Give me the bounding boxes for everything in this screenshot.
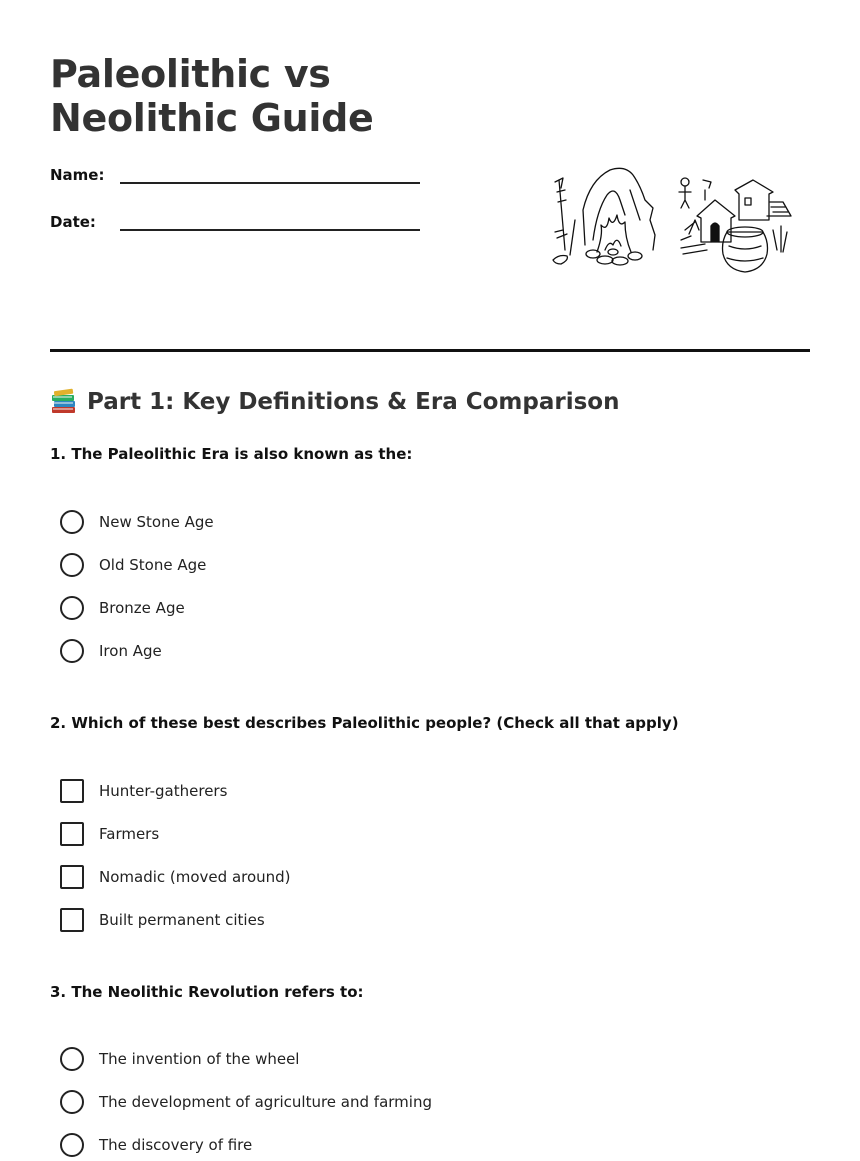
books-icon <box>50 388 78 416</box>
q1-option-1[interactable] <box>60 509 214 535</box>
radio-button[interactable] <box>60 596 84 620</box>
question-1: 1. The Paleolithic Era is also known as the: <box>50 445 413 463</box>
checkbox[interactable] <box>60 865 84 889</box>
option-label: New Stone Age <box>99 513 214 531</box>
q3-option-3[interactable] <box>60 1132 252 1158</box>
radio-button[interactable] <box>60 639 84 663</box>
option-label: Built permanent cities <box>99 911 265 929</box>
radio-button[interactable] <box>60 1090 84 1114</box>
radio-button[interactable] <box>60 553 84 577</box>
option-label: Hunter-gatherers <box>99 782 228 800</box>
q2-option-2[interactable] <box>60 821 159 847</box>
option-label: Nomadic (moved around) <box>99 868 291 886</box>
q1-option-4[interactable] <box>60 638 162 664</box>
checkbox[interactable] <box>60 779 84 803</box>
checkbox[interactable] <box>60 908 84 932</box>
stone-age-illustration <box>545 160 800 278</box>
option-label: The development of agriculture and farming <box>99 1093 432 1111</box>
radio-button[interactable] <box>60 510 84 534</box>
question-3: 3. The Neolithic Revolution refers to: <box>50 983 364 1001</box>
q2-option-4[interactable] <box>60 907 265 933</box>
page-title: Paleolithic vs Neolithic Guide <box>50 52 374 140</box>
radio-button[interactable] <box>60 1047 84 1071</box>
radio-button[interactable] <box>60 1133 84 1157</box>
option-label: Old Stone Age <box>99 556 207 574</box>
date-input-line[interactable] <box>120 213 420 231</box>
question-2: 2. Which of these best describes Paleolithic people? (Check all that apply) <box>50 714 679 732</box>
option-label: Bronze Age <box>99 599 185 617</box>
section-heading <box>50 388 619 416</box>
name-field[interactable] <box>50 166 420 184</box>
checkbox[interactable] <box>60 822 84 846</box>
date-field[interactable] <box>50 213 420 231</box>
date-label: Date: <box>50 213 96 231</box>
neolithic-village-drawing <box>679 178 791 272</box>
paleolithic-cave-fire-drawing <box>553 168 655 265</box>
option-label: The invention of the wheel <box>99 1050 300 1068</box>
q2-option-1[interactable] <box>60 778 227 804</box>
name-label: Name: <box>50 166 105 184</box>
q2-option-3[interactable] <box>60 864 291 890</box>
option-label: The discovery of fire <box>99 1136 253 1154</box>
option-label: Iron Age <box>99 642 162 660</box>
q3-option-1[interactable] <box>60 1046 299 1072</box>
q3-option-2[interactable] <box>60 1089 432 1115</box>
q1-option-2[interactable] <box>60 552 206 578</box>
name-input-line[interactable] <box>120 166 420 184</box>
option-label: Farmers <box>99 825 160 843</box>
q1-option-3[interactable] <box>60 595 185 621</box>
section-heading-text: Part 1: Key Definitions & Era Comparison <box>87 389 620 415</box>
section-divider <box>50 349 810 352</box>
